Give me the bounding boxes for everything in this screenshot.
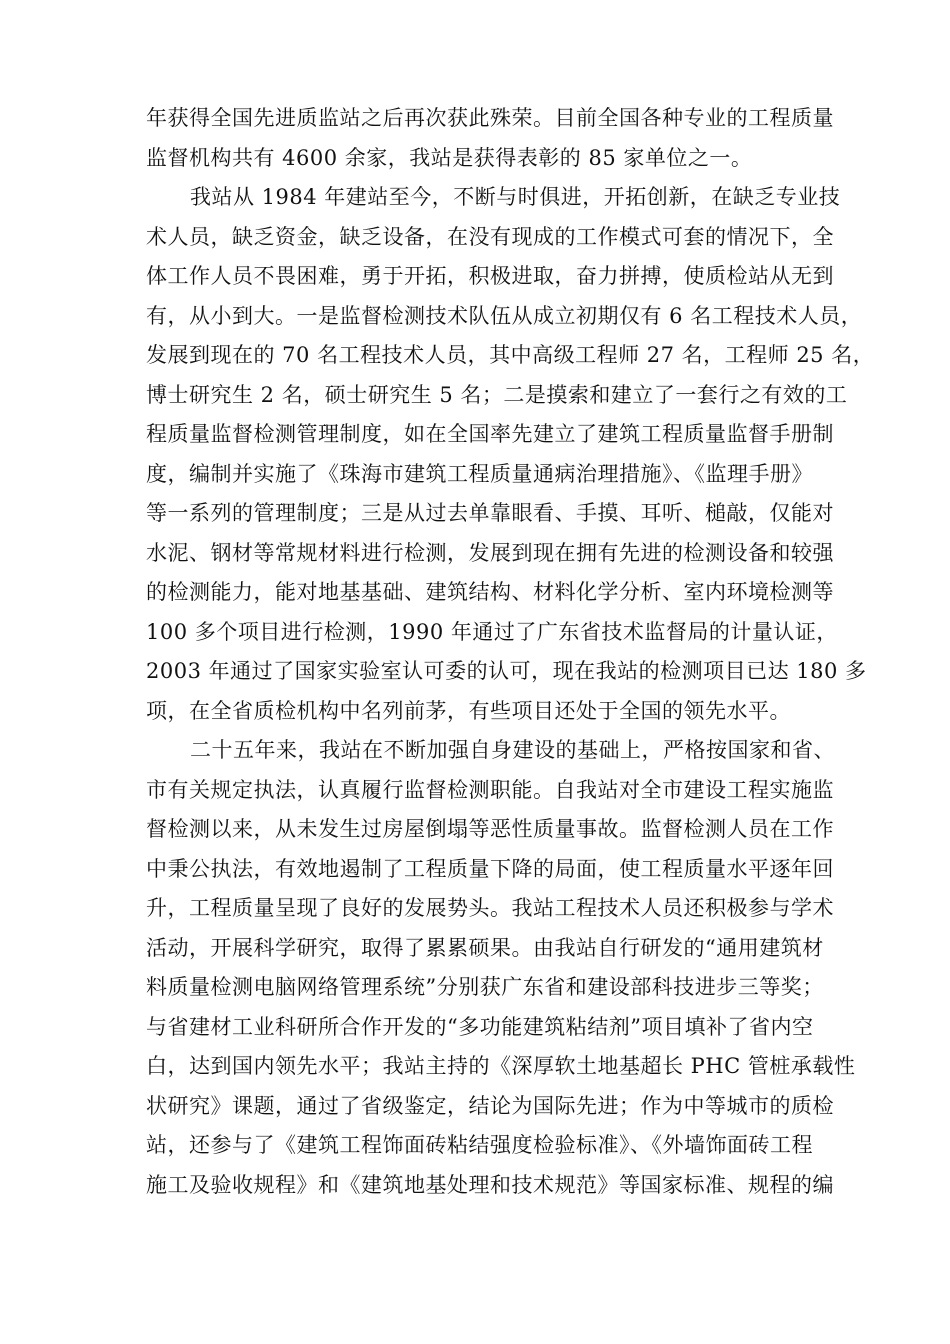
text-line: 升，工程质量呈现了良好的发展势头。我站工程技术人员还积极参与学术 <box>146 896 834 920</box>
text-line: 料质量检测电脑网络管理系统”分别获广东省和建设部科技进步三等奖； <box>146 975 824 999</box>
paragraph-start-line: 我站从 1984 年建站至今，不断与时俱进，开拓创新，在缺乏专业技 <box>190 185 841 209</box>
text-line: 体工作人员不畏困难，勇于开拓，积极进取，奋力拼搏，使质检站从无到 <box>146 264 834 288</box>
text-line: 术人员，缺乏资金，缺乏设备，在没有现成的工作模式可套的情况下，全 <box>146 224 834 249</box>
text-line: 有，从小到大。一是监督检测技术队伍从成立初期仅有 6 名工程技术人员， <box>146 303 863 328</box>
text-line: 项，在全省质检机构中名列前茅，有些项目还处于全国的领先水平。 <box>146 698 791 723</box>
text-line: 水泥、钢材等常规材料进行检测，发展到现在拥有先进的检测设备和较强 <box>146 540 834 565</box>
text-line: 监督机构共有 4600 余家，我站是获得表彰的 85 家单位之一。 <box>146 145 753 170</box>
text-line: 年获得全国先进质监站之后再次获此殊荣。目前全国各种专业的工程质量 <box>146 106 834 130</box>
text-line: 市有关规定执法，认真履行监督检测职能。自我站对全市建设工程实施监 <box>146 777 834 802</box>
text-line: 施工及验收规程》和《建筑地基处理和技术规范》等国家标准、规程的编 <box>146 1172 834 1197</box>
text-line: 等一系列的管理制度；三是从过去单靠眼看、手摸、耳听、槌敲，仅能对 <box>146 501 834 525</box>
text-line: 白，达到国内领先水平；我站主持的《深厚软土地基超长 PHC 管桩承载性 <box>146 1054 856 1078</box>
text-line: 状研究》课题，通过了省级鉴定，结论为国际先进；作为中等城市的质检 <box>146 1093 834 1118</box>
text-line: 站，还参与了《建筑工程饰面砖粘结强度检验标准》、《外墙饰面砖工程 <box>146 1133 813 1157</box>
text-line: 程质量监督检测管理制度，如在全国率先建立了建筑工程质量监督手册制 <box>146 422 834 446</box>
body-text <box>146 99 875 1205</box>
paragraph-start-line: 二十五年来，我站在不断加强自身建设的基础上，严格按国家和省、 <box>190 738 835 762</box>
text-line: 2003 年通过了国家实验室认可委的认可，现在我站的检测项目已达 180 多 <box>146 659 867 683</box>
text-line: 督检测以来，从未发生过房屋倒塌等恶性质量事故。监督检测人员在工作 <box>146 817 834 841</box>
text-line: 博士研究生 2 名，硕士研究生 5 名；二是摸索和建立了一套行之有效的工 <box>146 382 848 407</box>
text-line: 度，编制并实施了《珠海市建筑工程质量通病治理措施》、《监理手册》 <box>146 461 813 486</box>
text-line: 发展到现在的 70 名工程技术人员，其中高级工程师 27 名，工程师 25 名， <box>146 343 875 367</box>
text-line: 的检测能力，能对地基基础、建筑结构、材料化学分析、室内环境检测等 <box>146 580 834 604</box>
text-line: 中秉公执法，有效地遏制了工程质量下降的局面，使工程质量水平逐年回 <box>146 856 834 881</box>
text-line: 与省建材工业科研所合作开发的“多功能建筑粘结剂”项目填补了省内空 <box>146 1014 814 1039</box>
text-line: 活动，开展科学研究，取得了累累硕果。由我站自行研发的“通用建筑材 <box>146 935 824 960</box>
text-line: 100 多个项目进行检测，1990 年通过了广东省技术监督局的计量认证， <box>146 619 838 644</box>
